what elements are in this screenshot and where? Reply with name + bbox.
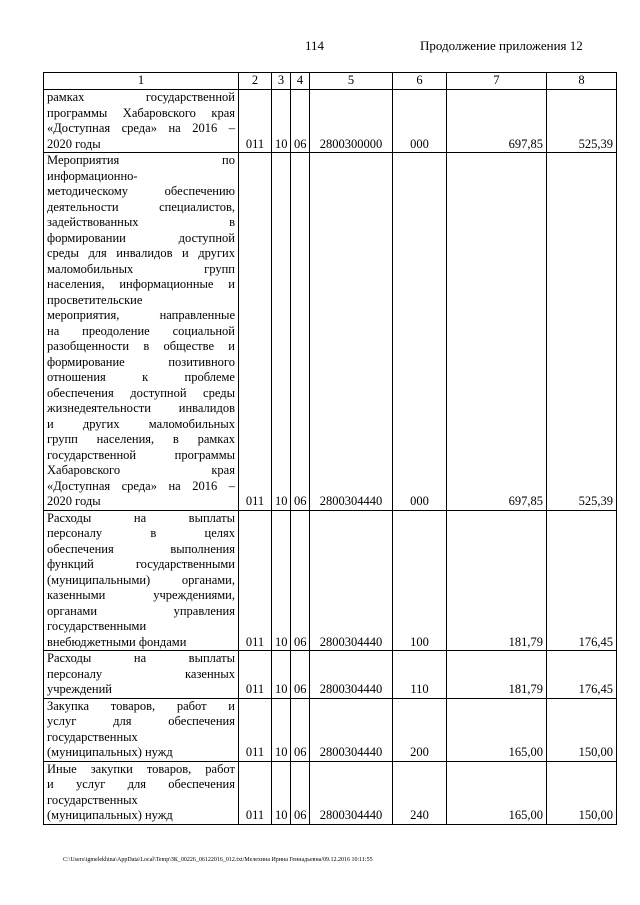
- row-name-line: рамках государственной: [47, 90, 235, 104]
- row-name-cell: [44, 510, 239, 651]
- code-admin-cell: 011: [239, 651, 272, 699]
- row-name-line: Закупка товаров, работ и: [47, 698, 235, 713]
- column-header: 6: [393, 73, 447, 90]
- code-expense-type-cell: 100: [393, 510, 447, 651]
- amount-actual-cell: 176,45: [547, 651, 617, 699]
- code-section-cell: 10: [272, 698, 291, 761]
- table-row: [44, 698, 617, 761]
- row-name-line: обеспечения выполнения: [47, 541, 235, 556]
- row-name-line: мероприятия, направленные: [47, 308, 235, 322]
- row-name-line: Мероприятия по: [47, 153, 235, 167]
- row-name-line: разобщенности в обществе и: [47, 339, 235, 353]
- code-admin-cell: 011: [239, 510, 272, 651]
- code-subsection-cell: 06: [291, 651, 310, 699]
- row-name-line: деятельности специалистов,: [47, 199, 235, 214]
- row-name-line: внебюджетными фондами: [47, 634, 187, 649]
- appendix-continuation-label: Продолжение приложения 12: [420, 38, 583, 53]
- code-target-article-cell: 2800304440: [310, 153, 393, 511]
- code-section-cell: 10: [272, 761, 291, 824]
- row-name-line: органами управления: [47, 603, 235, 618]
- document-footer-path: C:\Users\igmelekhina\AppData\Local\Temp\ЗК_00226_06122016_012.txt/Мелехина Ирина Геннадьевна/09.12.2016 10:11:55: [63, 857, 373, 863]
- column-header: 7: [447, 73, 547, 90]
- row-name-cell: [44, 698, 239, 761]
- amount-actual-cell: 525,39: [547, 90, 617, 153]
- code-admin-cell: 011: [239, 90, 272, 153]
- code-section-cell: 10: [272, 90, 291, 153]
- row-name-line: персоналу казенных: [47, 666, 235, 681]
- column-header: 1: [44, 73, 239, 90]
- row-name-line: государственных: [47, 729, 138, 744]
- row-name-line: учреждений: [47, 682, 112, 696]
- row-name-cell: [44, 651, 239, 699]
- row-name-line: на преодоление социальной: [47, 323, 235, 338]
- code-expense-type-cell: 110: [393, 651, 447, 699]
- row-name-line: государственной программы: [47, 447, 235, 462]
- code-target-article-cell: 2800304440: [310, 698, 393, 761]
- row-name-line: 2020 годы: [47, 494, 101, 508]
- column-header: 8: [547, 73, 617, 90]
- code-section-cell: 10: [272, 651, 291, 699]
- row-name-line: государственными: [47, 619, 147, 633]
- amount-actual-cell: 150,00: [547, 698, 617, 761]
- row-name-line: среды для инвалидов и других: [47, 246, 235, 260]
- column-header: 4: [291, 73, 310, 90]
- code-expense-type-cell: 200: [393, 698, 447, 761]
- code-subsection-cell: 06: [291, 761, 310, 824]
- amount-planned-cell: 181,79: [447, 510, 547, 651]
- budget-table: [43, 72, 617, 825]
- column-header: 5: [310, 73, 393, 90]
- row-name-line: маломобильных групп: [47, 261, 235, 276]
- row-name-line: населения, информационные и: [47, 277, 235, 291]
- amount-planned-cell: 697,85: [447, 90, 547, 153]
- code-expense-type-cell: 000: [393, 153, 447, 511]
- row-name-line: жизнедеятельности инвалидов: [47, 401, 235, 415]
- row-name-line: обеспечения доступной среды: [47, 385, 235, 400]
- code-section-cell: 10: [272, 510, 291, 651]
- code-target-article-cell: 2800304440: [310, 651, 393, 699]
- table-row: [44, 510, 617, 651]
- row-name-line: услуг для обеспечения: [47, 714, 235, 728]
- amount-planned-cell: 165,00: [447, 761, 547, 824]
- code-expense-type-cell: 000: [393, 90, 447, 153]
- code-subsection-cell: 06: [291, 90, 310, 153]
- row-name-line: групп населения, в рамках: [47, 432, 235, 446]
- row-name-cell: [44, 761, 239, 824]
- row-name-line: «Доступная среда» на 2016 –: [47, 478, 235, 493]
- row-name-line: задействованных в: [47, 215, 235, 229]
- row-name-line: Расходы на выплаты: [47, 651, 235, 665]
- code-section-cell: 10: [272, 153, 291, 511]
- amount-planned-cell: 165,00: [447, 698, 547, 761]
- table-row: [44, 761, 617, 824]
- column-header: 3: [272, 73, 291, 90]
- page-number: 114: [305, 38, 325, 53]
- code-target-article-cell: 2800300000: [310, 90, 393, 153]
- row-name-line: персоналу в целях: [47, 526, 235, 540]
- row-name-cell: [44, 153, 239, 511]
- table-body: [44, 90, 617, 825]
- code-expense-type-cell: 240: [393, 761, 447, 824]
- row-name-line: казенными учреждениями,: [47, 588, 235, 602]
- row-name-line: Хабаровского края: [47, 463, 235, 477]
- code-subsection-cell: 06: [291, 698, 310, 761]
- code-target-article-cell: 2800304440: [310, 510, 393, 651]
- code-admin-cell: 011: [239, 153, 272, 511]
- amount-actual-cell: 176,45: [547, 510, 617, 651]
- row-name-line: методическому обеспечению: [47, 184, 235, 198]
- code-subsection-cell: 06: [291, 510, 310, 651]
- row-name-line: просветительские: [47, 292, 143, 307]
- row-name-line: «Доступная среда» на 2016 –: [47, 121, 235, 135]
- column-header: 2: [239, 73, 272, 90]
- table-header-row: [44, 73, 617, 90]
- amount-planned-cell: 181,79: [447, 651, 547, 699]
- row-name-line: 2020 годы: [47, 136, 101, 151]
- row-name-cell: [44, 90, 239, 153]
- code-target-article-cell: 2800304440: [310, 761, 393, 824]
- row-name-line: информационно-: [47, 168, 138, 183]
- amount-planned-cell: 697,85: [447, 153, 547, 511]
- table-row: [44, 153, 617, 511]
- row-name-line: (муниципальных) нужд: [47, 745, 173, 759]
- row-name-line: (муниципальными) органами,: [47, 572, 235, 587]
- row-name-line: (муниципальных) нужд: [47, 808, 173, 822]
- row-name-line: программы Хабаровского края: [47, 105, 235, 120]
- row-name-line: Иные закупки товаров, работ: [47, 761, 235, 776]
- table-row: [44, 90, 617, 153]
- code-admin-cell: 011: [239, 761, 272, 824]
- row-name-line: функций государственными: [47, 557, 235, 571]
- row-name-line: формировании доступной: [47, 230, 235, 245]
- row-name-line: Расходы на выплаты: [47, 510, 235, 525]
- row-name-line: и других маломобильных: [47, 416, 235, 431]
- amount-actual-cell: 525,39: [547, 153, 617, 511]
- row-name-line: формирование позитивного: [47, 354, 235, 369]
- code-admin-cell: 011: [239, 698, 272, 761]
- table-row: [44, 651, 617, 699]
- row-name-line: и услуг для обеспечения: [47, 777, 235, 791]
- row-name-line: государственных: [47, 792, 138, 807]
- row-name-line: отношения к проблеме: [47, 370, 235, 384]
- amount-actual-cell: 150,00: [547, 761, 617, 824]
- code-subsection-cell: 06: [291, 153, 310, 511]
